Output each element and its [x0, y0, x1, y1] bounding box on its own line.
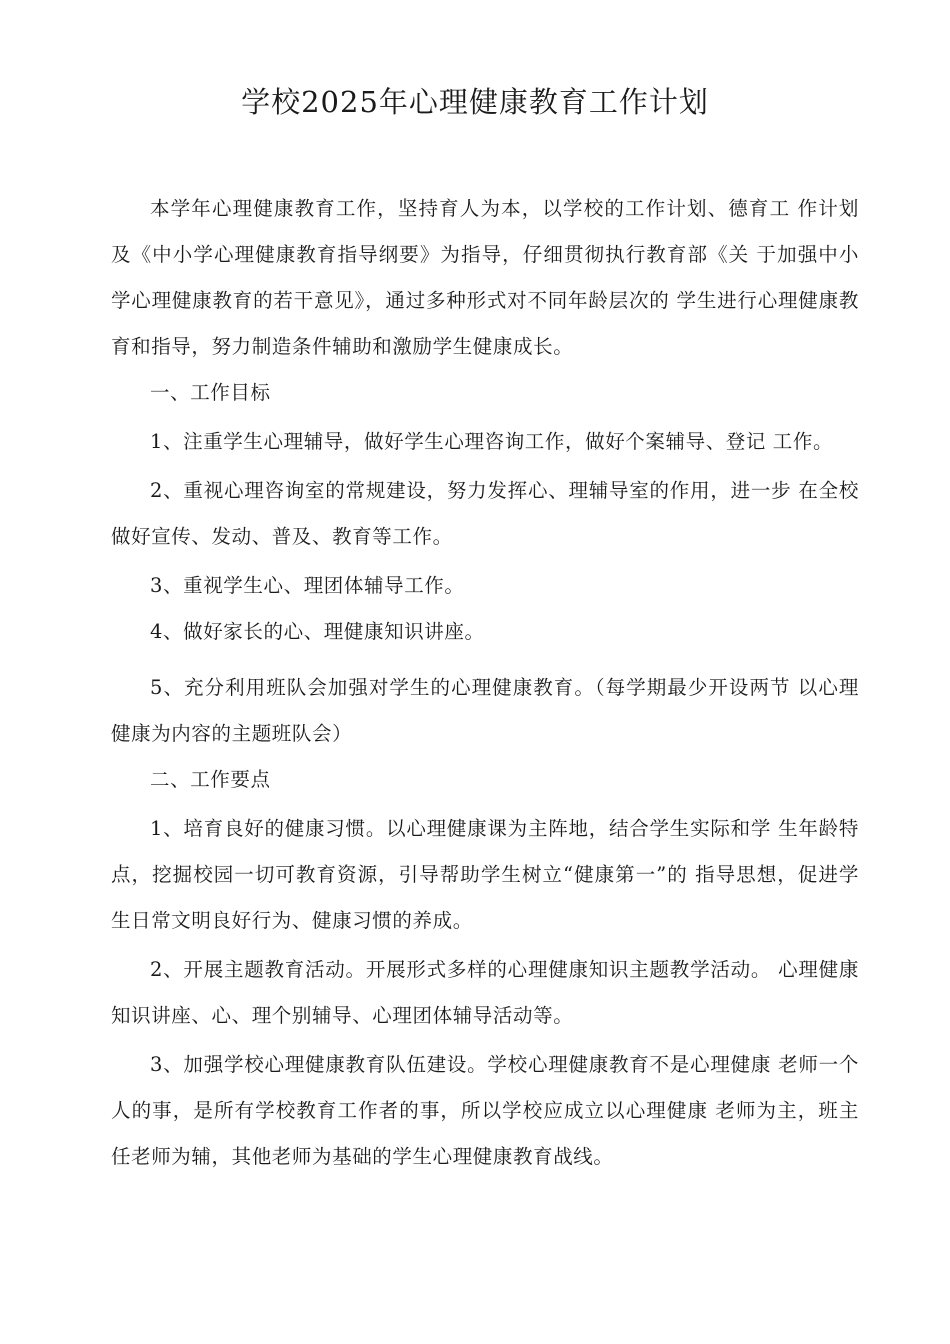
section-heading-keypoints: 二、工作要点	[150, 768, 271, 791]
keypoint-item-1: 1、培育良好的健康习惯。以心理健康课为主阵地，结合学生实际和学 生年龄特点，挖掘校园一切可教育资源，引导帮助学生树立“健康第一”的 指导思想，促进学生日常文明良好行为、健康习惯的养成。	[111, 817, 859, 932]
document-body	[111, 186, 859, 1180]
keypoint-item-2: 2、开展主题教育活动。开展形式多样的心理健康知识主题教学活动。 心理健康知识讲座、心、理个别辅导、心理团体辅导活动等。	[111, 958, 859, 1027]
goal-item-2: 2、重视心理咨询室的常规建设，努力发挥心、理辅导室的作用，进一步 在全校做好宣传、发动、普及、教育等工作。	[111, 479, 859, 548]
goal-item-4: 4、做好家长的心、理健康知识讲座。	[150, 620, 485, 643]
section-heading-goals: 一、工作目标	[150, 381, 271, 404]
intro-paragraph: 本学年心理健康教育工作，坚持育人为本，以学校的工作计划、德育工 作计划及《中小学心理健康教育指导纲要》为指导，仔细贯彻执行教育部《关 于加强中小学心理健康教育的若干意见》，通过多种形式对不同年龄层次的 学生进行心理健康教育和指导，努力制造条件辅助和激励学生健康成长。	[111, 197, 859, 358]
keypoint-item-3: 3、加强学校心理健康教育队伍建设。学校心理健康教育不是心理健康 老师一个人的事，是所有学校教育工作者的事，所以学校应成立以心理健康 老师为主，班主任老师为辅，其他老师为基础的学生心理健康教育战线。	[111, 1053, 859, 1168]
goal-item-5: 5、充分利用班队会加强对学生的心理健康教育。（每学期最少开设两节 以心理健康为内容的主题班队会）	[111, 676, 859, 745]
document-title: 学校2025年心理健康教育工作计划	[241, 85, 709, 119]
goal-item-3: 3、重视学生心、理团体辅导工作。	[150, 574, 465, 597]
goal-item-1: 1、注重学生心理辅导，做好学生心理咨询工作，做好个案辅导、登记 工作。	[150, 430, 834, 453]
